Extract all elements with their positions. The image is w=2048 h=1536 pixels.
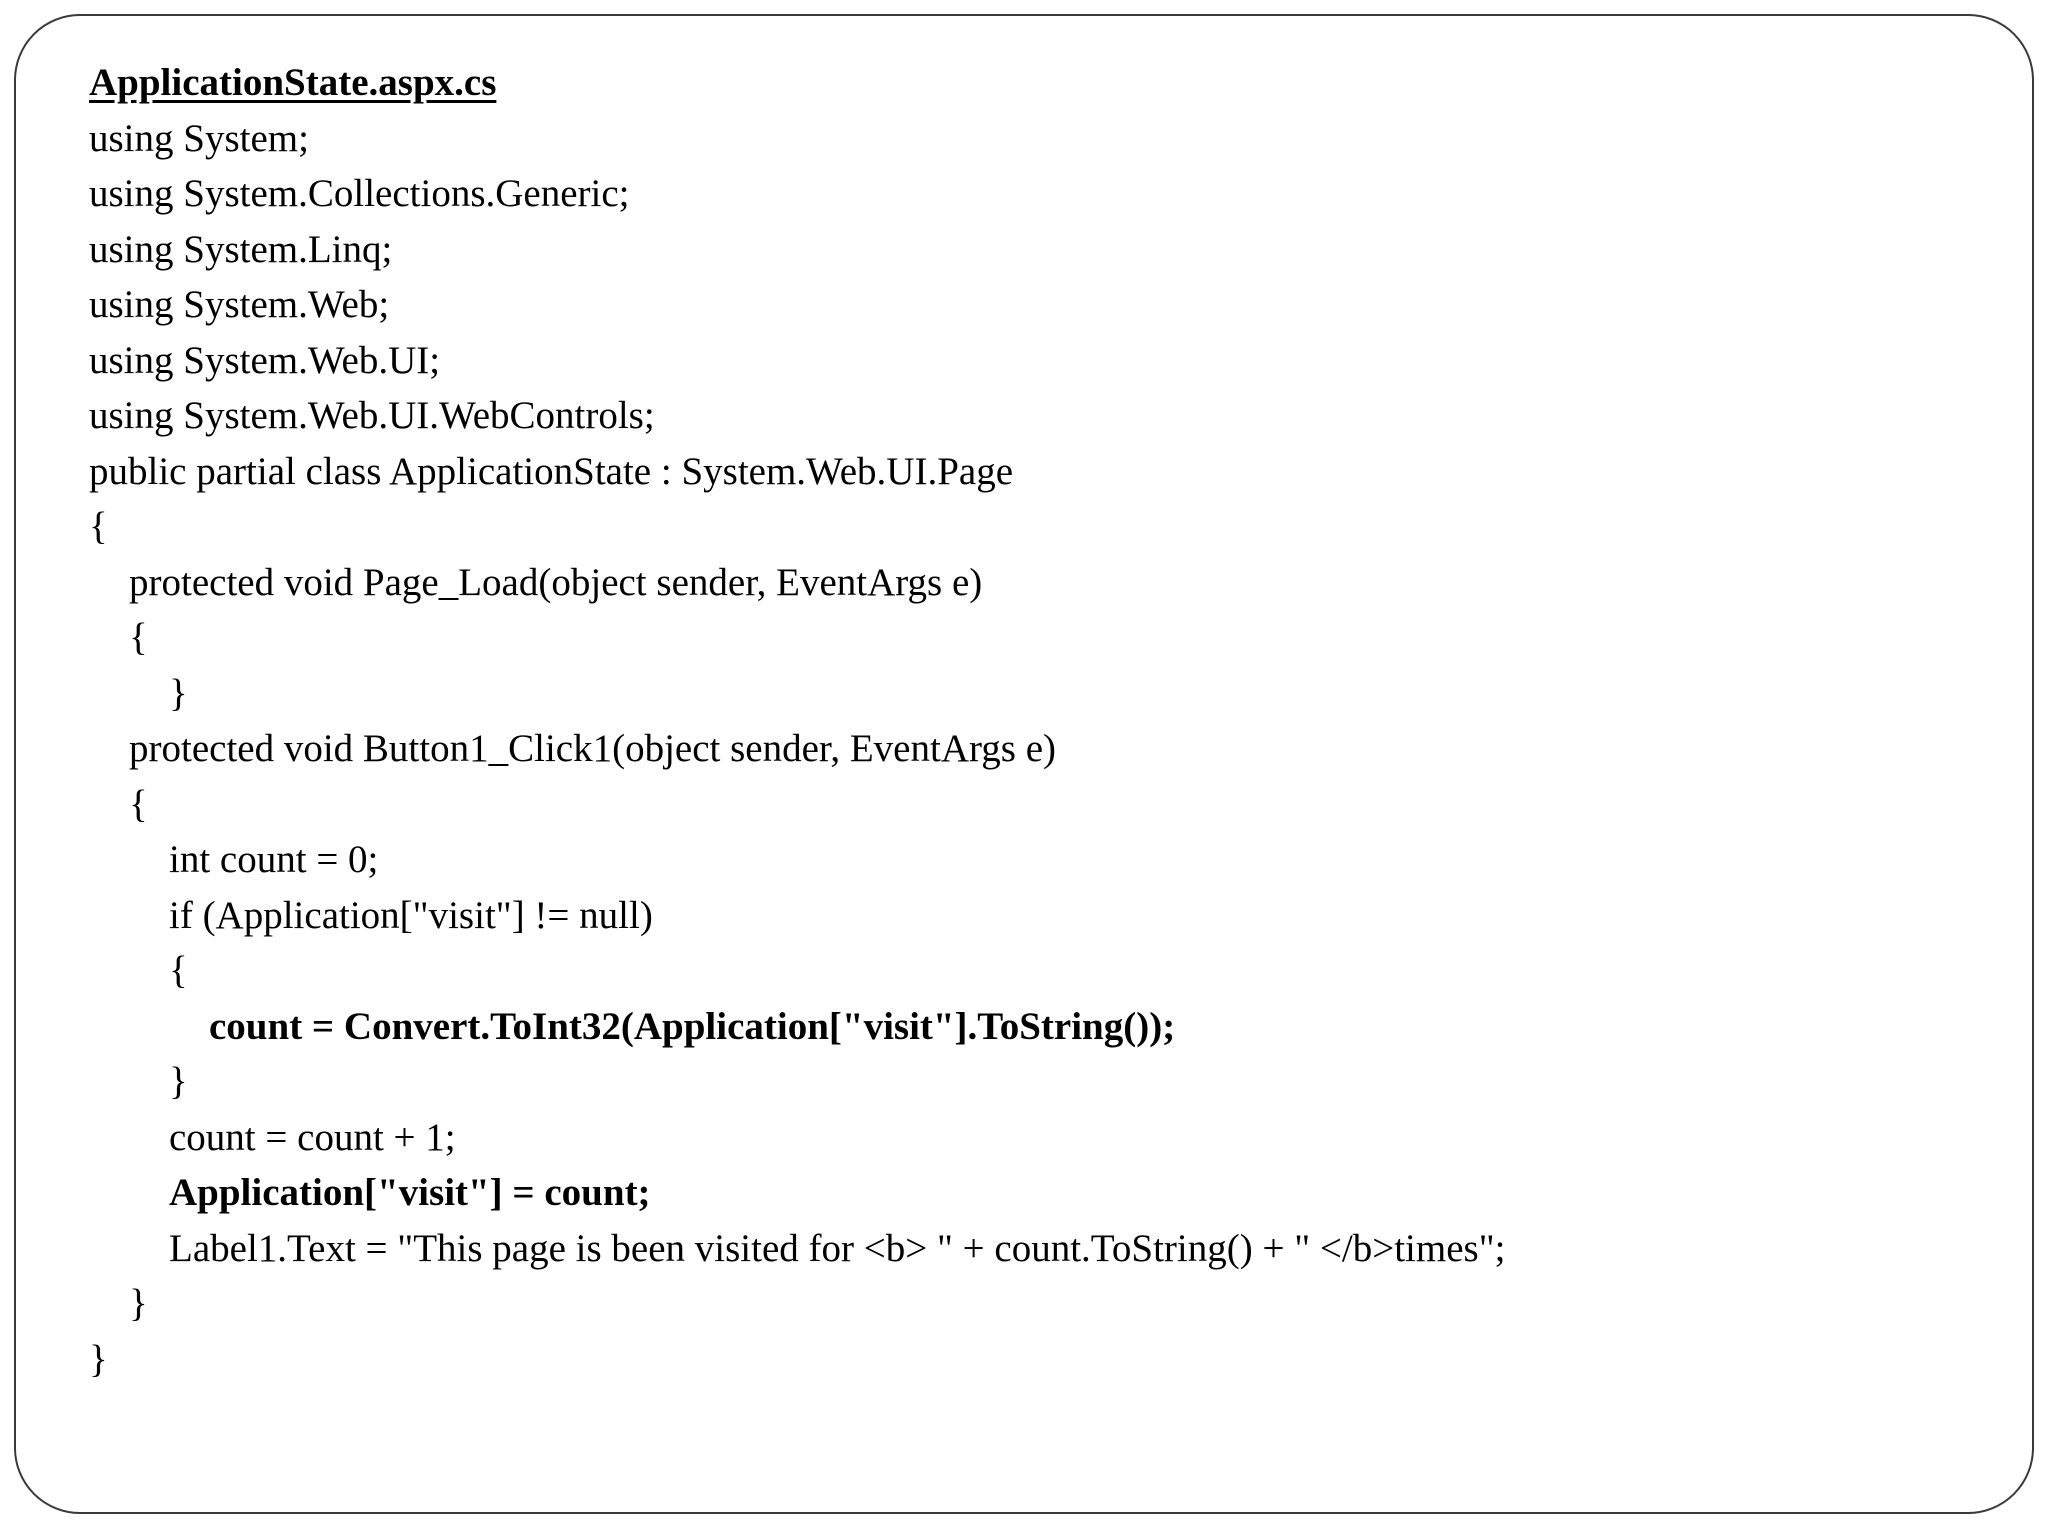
- code-line: protected void Button1_Click1(object sender, EventArgs e): [129, 727, 1056, 770]
- code-line: }: [169, 1060, 188, 1103]
- code-line: {: [129, 782, 148, 826]
- code-line: public partial class ApplicationState : System.Web.UI.Page: [89, 449, 1014, 493]
- code-line: using System.Linq;: [89, 227, 393, 271]
- code-line: using System;: [89, 116, 309, 160]
- code-line: Application["visit"] = count;: [169, 1171, 651, 1214]
- code-line: {: [89, 505, 108, 548]
- code-line: count = Convert.ToInt32(Application["visit"].ToString());: [209, 1004, 1176, 1048]
- code-lines: [89, 111, 1505, 1388]
- code-line: }: [129, 1282, 148, 1325]
- code-line: using System.Web;: [89, 283, 390, 326]
- code-line: }: [89, 1337, 108, 1381]
- code-line: if (Application["visit"] != null): [169, 893, 653, 937]
- code-line: using System.Web.UI.WebControls;: [89, 394, 655, 437]
- code-line: Label1.Text = "This page is been visited for <b> " + count.ToString() + " </b>times";: [169, 1226, 1506, 1270]
- code-line: {: [129, 616, 148, 659]
- code-line: count = count + 1;: [169, 1115, 456, 1159]
- code-listing: [89, 55, 1505, 1387]
- file-title: ApplicationState.aspx.cs: [89, 61, 497, 104]
- code-line: }: [169, 671, 188, 715]
- code-line: using System.Web.UI;: [89, 338, 441, 382]
- code-line: int count = 0;: [169, 838, 379, 881]
- code-line: protected void Page_Load(object sender, EventArgs e): [129, 560, 983, 604]
- code-line: {: [169, 949, 188, 992]
- code-line: using System.Collections.Generic;: [89, 172, 630, 215]
